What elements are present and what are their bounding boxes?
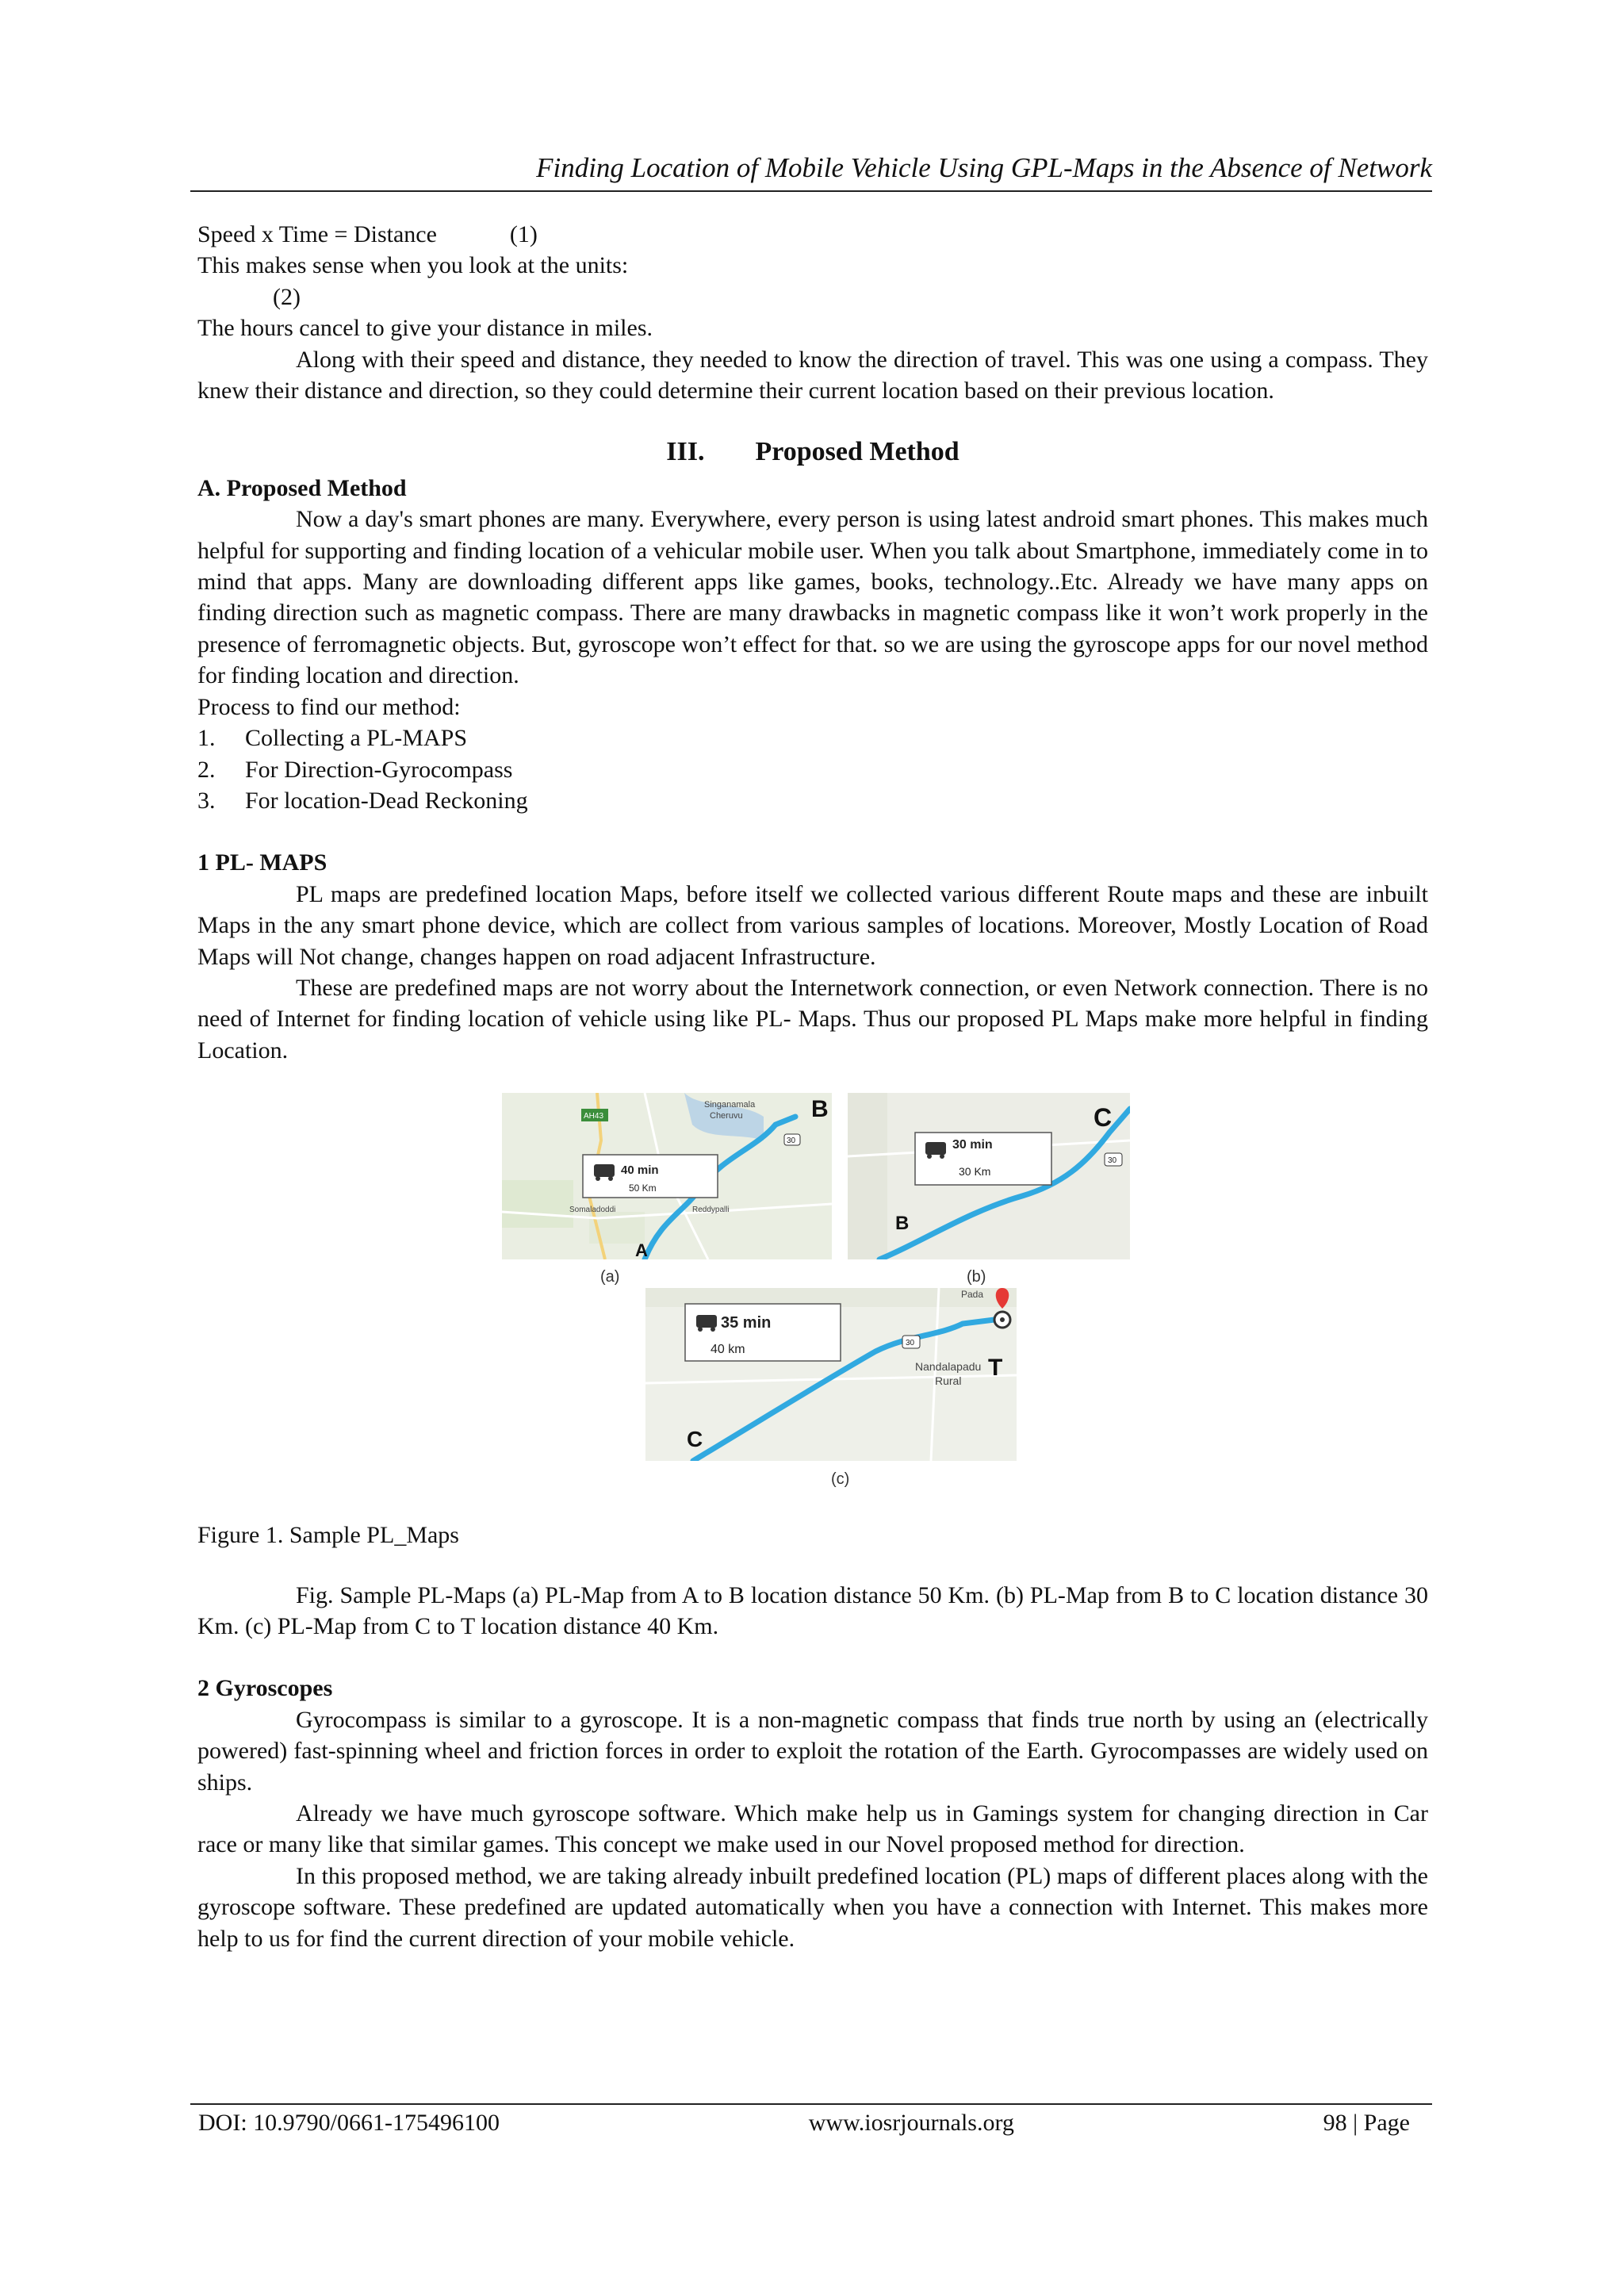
- map-c-time: 35 min: [721, 1314, 772, 1332]
- map-b-distance: 30 Km: [959, 1165, 991, 1179]
- map-b-end-label: C: [1094, 1103, 1113, 1133]
- map-a-distance: 50 Km: [629, 1182, 657, 1194]
- hours-line: The hours cancel to give your distance in miles.: [197, 315, 653, 342]
- map-a-place-4: Cheruvu: [710, 1111, 743, 1121]
- intro-paragraph: Along with their speed and distance, they needed to know the direction of travel. This was one using a compass. They knew their distance and direction, so they could determine their current location based on their previous location.: [197, 346, 1428, 404]
- gyroscopes-paragraph-1: Gyrocompass is similar to a gyroscope. It is a non-magnetic compass that finds true north by using an (electrically powered) fast-spinning wheel and friction forces in order to exploit the rotation of the Earth. Gyrocompasses are widely used on ships.: [197, 1706, 1428, 1796]
- map-c-caption: (c): [831, 1470, 850, 1489]
- running-header: Finding Location of Mobile Vehicle Using GPL-Maps in the Absence of Network: [190, 152, 1432, 192]
- map-a-caption: (a): [600, 1268, 620, 1286]
- step-number: 3.: [197, 787, 216, 814]
- figure-caption: Figure 1. Sample PL_Maps: [197, 1522, 459, 1549]
- section-heading: [197, 436, 1428, 467]
- units-line: This makes sense when you look at the units:: [197, 252, 629, 279]
- map-a-start-label: A: [635, 1240, 648, 1260]
- map-c-place-1: Nandalapadu: [915, 1360, 982, 1374]
- list-item: [197, 754, 1428, 785]
- map-a-highway: AH43: [584, 1112, 604, 1121]
- page-footer: [190, 2103, 1432, 2137]
- process-intro: Process to find our method:: [197, 693, 461, 720]
- plmaps-heading: 1 PL- MAPS: [197, 849, 327, 876]
- step-text: Collecting a PL-MAPS: [245, 725, 468, 752]
- map-b-caption: (b): [967, 1268, 986, 1286]
- equation-1-text: Speed x Time = Distance: [197, 221, 437, 247]
- map-a-graphic: [502, 1093, 832, 1259]
- map-a-end-label: B: [811, 1096, 829, 1123]
- section-number: III.: [666, 437, 705, 467]
- map-b-route-number: 30: [1108, 1156, 1117, 1166]
- map-a-place-2: Reddypalli: [692, 1205, 730, 1215]
- map-a-place-1: Somaladoddi: [569, 1205, 616, 1215]
- section-title: Proposed Method: [755, 437, 959, 467]
- subsection-heading: A. Proposed Method: [197, 474, 407, 501]
- footer-doi: DOI: 10.9790/0661-175496100: [198, 2110, 500, 2136]
- gyroscopes-paragraph-2: Already we have much gyroscope software. Which make help us in Gamings system for changing direction in Car race or many like that similar games. This concept we make used in our Novel proposed method for direction.: [197, 1800, 1428, 1858]
- map-b: [848, 1093, 1130, 1259]
- map-b-graphic: [848, 1093, 1130, 1259]
- gyroscopes-paragraph-3: In this proposed method, we are taking already inbuilt predefined location (PL) maps of different places along with the gyroscope software. These predefined are updated automatically when you have a connection with Internet. This makes more help to us for find the current direction of your mobile vehicle.: [197, 1862, 1428, 1952]
- figure-1: [197, 1093, 1428, 1520]
- list-item: [197, 723, 1428, 753]
- map-c-graphic: [645, 1288, 1017, 1461]
- equation-2-number: (2): [273, 283, 301, 310]
- map-c-place-2: Rural: [935, 1374, 962, 1388]
- map-c-end-label: T: [988, 1355, 1003, 1382]
- map-c-distance: 40 km: [710, 1343, 745, 1357]
- map-a-place-3: Singanamala: [704, 1100, 756, 1110]
- map-a: [502, 1093, 832, 1259]
- footer-site: www.iosrjournals.org: [808, 2110, 1014, 2136]
- map-c-place-3: Pada: [961, 1289, 984, 1301]
- page-body: [197, 219, 1428, 1954]
- step-text: For Direction-Gyrocompass: [245, 756, 513, 783]
- process-steps: [197, 723, 1428, 816]
- equation-1-number: (1): [509, 221, 538, 247]
- map-c-start-label: C: [687, 1427, 703, 1452]
- map-a-route-number: 30: [787, 1137, 796, 1146]
- step-number: 2.: [197, 756, 216, 783]
- footer-page-number: 98 | Page: [1323, 2110, 1410, 2136]
- step-number: 1.: [197, 725, 216, 752]
- list-item: [197, 785, 1428, 816]
- map-b-start-label: B: [895, 1213, 910, 1235]
- map-b-time: 30 min: [952, 1138, 993, 1152]
- figure-description: Fig. Sample PL-Maps (a) PL-Map from A to B location distance 50 Km. (b) PL-Map from B to C location distance 30 Km. (c) PL-Map from C to T location distance 40 Km.: [197, 1581, 1428, 1639]
- map-a-time: 40 min: [621, 1163, 659, 1178]
- plmaps-paragraph-1: PL maps are predefined location Maps, before itself we collected various different Route maps and these are inbuilt Maps in the any smart phone device, which are collect from various samples of locations. Moreover, Mostly Location of Road Maps will Not change, changes happen on road adjacent Infrastructure.: [197, 880, 1428, 970]
- map-c-route-number: 30: [906, 1339, 915, 1348]
- equation-1: [197, 219, 1428, 250]
- gyroscopes-heading: 2 Gyroscopes: [197, 1675, 333, 1702]
- step-text: For location-Dead Reckoning: [245, 787, 528, 814]
- map-c: [645, 1288, 1017, 1461]
- proposed-paragraph: Now a day's smart phones are many. Everywhere, every person is using latest android smart phones. This makes much helpful for supporting and finding location of a vehicular mobile user. When you talk about Smartphone, immediately come in to mind that apps. Many are downloading different apps like games, books, technology..Etc. Already we have many apps on finding direction such as magnetic compass. There are many drawbacks in magnetic compass like it won’t work properly in the presence of ferromagnetic objects. But, gyroscope won’t effect for that. so we are using the gyroscope apps for our novel method for finding location and direction.: [197, 506, 1428, 689]
- plmaps-paragraph-2: These are predefined maps are not worry about the Internetwork connection, or even Network connection. There is no need of Internet for finding location of vehicle using like PL- Maps. Thus our proposed PL Maps make more helpful in finding Location.: [197, 974, 1428, 1064]
